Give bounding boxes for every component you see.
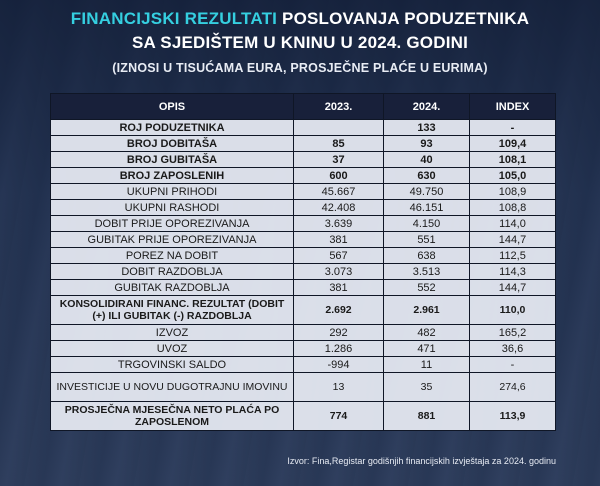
row-label: POREZ NA DOBIT: [51, 248, 294, 264]
table-row: [51, 200, 556, 216]
cell-index: 105,0: [470, 168, 556, 184]
row-label: KONSOLIDIRANI FINANC. REZULTAT (DOBIT (+) ILI GUBITAK (-) RAZDOBLJA: [51, 296, 294, 325]
cell-2023: 567: [294, 248, 384, 264]
cell-index: 108,9: [470, 184, 556, 200]
table-row: [51, 402, 556, 431]
cell-index: 274,6: [470, 373, 556, 402]
cell-2023: 2.692: [294, 296, 384, 325]
row-label: GUBITAK PRIJE OPOREZIVANJA: [51, 232, 294, 248]
row-label: ROJ PODUZETNIKA: [51, 120, 294, 136]
cell-2023: 381: [294, 280, 384, 296]
title-rest: POSLOVANJA PODUZETNIKA: [277, 9, 530, 28]
cell-2023: 292: [294, 325, 384, 341]
results-table: [50, 93, 556, 431]
cell-2023: 1.286: [294, 341, 384, 357]
cell-2024: 552: [384, 280, 470, 296]
cell-2024: 3.513: [384, 264, 470, 280]
cell-index: 165,2: [470, 325, 556, 341]
row-label: BROJ DOBITAŠA: [51, 136, 294, 152]
table-row: [51, 168, 556, 184]
cell-2024: 46.151: [384, 200, 470, 216]
cell-2023: 45.667: [294, 184, 384, 200]
title-line-2: SA SJEDIŠTEM U KNINU U 2024. GODINI: [131, 33, 469, 52]
cell-index: 144,7: [470, 232, 556, 248]
table-row: [51, 136, 556, 152]
row-label: GUBITAK RAZDOBLJA: [51, 280, 294, 296]
cell-2024: 881: [384, 402, 470, 431]
cell-2023: -994: [294, 357, 384, 373]
cell-2024: 11: [384, 357, 470, 373]
cell-2024: 482: [384, 325, 470, 341]
row-label: DOBIT RAZDOBLJA: [51, 264, 294, 280]
table-row: [51, 357, 556, 373]
cell-index: 113,9: [470, 402, 556, 431]
cell-2024: 638: [384, 248, 470, 264]
row-label: INVESTICIJE U NOVU DUGOTRAJNU IMOVINU: [51, 373, 294, 402]
cell-2023: 85: [294, 136, 384, 152]
cell-index: -: [470, 357, 556, 373]
header-opis: OPIS: [51, 94, 294, 120]
header-2023: 2023.: [294, 94, 384, 120]
table-row: [51, 264, 556, 280]
table-row: [51, 296, 556, 325]
table-row: [51, 216, 556, 232]
cell-index: 144,7: [470, 280, 556, 296]
row-label: UVOZ: [51, 341, 294, 357]
row-label: UKUPNI RASHODI: [51, 200, 294, 216]
table-header-row: [51, 94, 556, 120]
cell-index: 109,4: [470, 136, 556, 152]
cell-2023: 3.639: [294, 216, 384, 232]
source-note: Izvor: Fina,Registar godišnjih financijskih izvještaja za 2024. godinu: [287, 456, 556, 466]
table-row: [51, 280, 556, 296]
row-label: UKUPNI PRIHODI: [51, 184, 294, 200]
row-label: DOBIT PRIJE OPOREZIVANJA: [51, 216, 294, 232]
row-label: PROSJEČNA MJESEČNA NETO PLAĆA PO ZAPOSLENOM: [51, 402, 294, 431]
cell-2023: 381: [294, 232, 384, 248]
table-row: [51, 341, 556, 357]
cell-index: -: [470, 120, 556, 136]
cell-2023: 13: [294, 373, 384, 402]
cell-2023: 600: [294, 168, 384, 184]
cell-2024: 630: [384, 168, 470, 184]
row-label: BROJ GUBITAŠA: [51, 152, 294, 168]
cell-2023: 774: [294, 402, 384, 431]
header-2024: 2024.: [384, 94, 470, 120]
cell-2024: 4.150: [384, 216, 470, 232]
cell-2024: 2.961: [384, 296, 470, 325]
cell-2024: 40: [384, 152, 470, 168]
cell-index: 36,6: [470, 341, 556, 357]
cell-2024: 471: [384, 341, 470, 357]
table-row: [51, 184, 556, 200]
cell-2024: 133: [384, 120, 470, 136]
header-index: INDEX: [470, 94, 556, 120]
title-line-1: [0, 9, 600, 29]
table-row: [51, 232, 556, 248]
table-row: [51, 248, 556, 264]
row-label: TRGOVINSKI SALDO: [51, 357, 294, 373]
cell-2023: 37: [294, 152, 384, 168]
cell-2024: 35: [384, 373, 470, 402]
table-row: [51, 120, 556, 136]
cell-index: 110,0: [470, 296, 556, 325]
cell-2023: 42.408: [294, 200, 384, 216]
cell-2024: 93: [384, 136, 470, 152]
cell-2024: 49.750: [384, 184, 470, 200]
cell-2024: 551: [384, 232, 470, 248]
cell-2023: 3.073: [294, 264, 384, 280]
title-accent: FINANCIJSKI REZULTATI: [70, 9, 278, 28]
table-row: [51, 152, 556, 168]
cell-2023: [294, 120, 384, 136]
cell-index: 108,8: [470, 200, 556, 216]
row-label: IZVOZ: [51, 325, 294, 341]
cell-index: 108,1: [470, 152, 556, 168]
cell-index: 114,0: [470, 216, 556, 232]
row-label: BROJ ZAPOSLENIH: [51, 168, 294, 184]
table-row: [51, 373, 556, 402]
table-row: [51, 325, 556, 341]
cell-index: 114,3: [470, 264, 556, 280]
cell-index: 112,5: [470, 248, 556, 264]
subtitle: (IZNOSI U TISUĆAMA EURA, PROSJEČNE PLAĆE U EURIMA): [112, 61, 488, 75]
